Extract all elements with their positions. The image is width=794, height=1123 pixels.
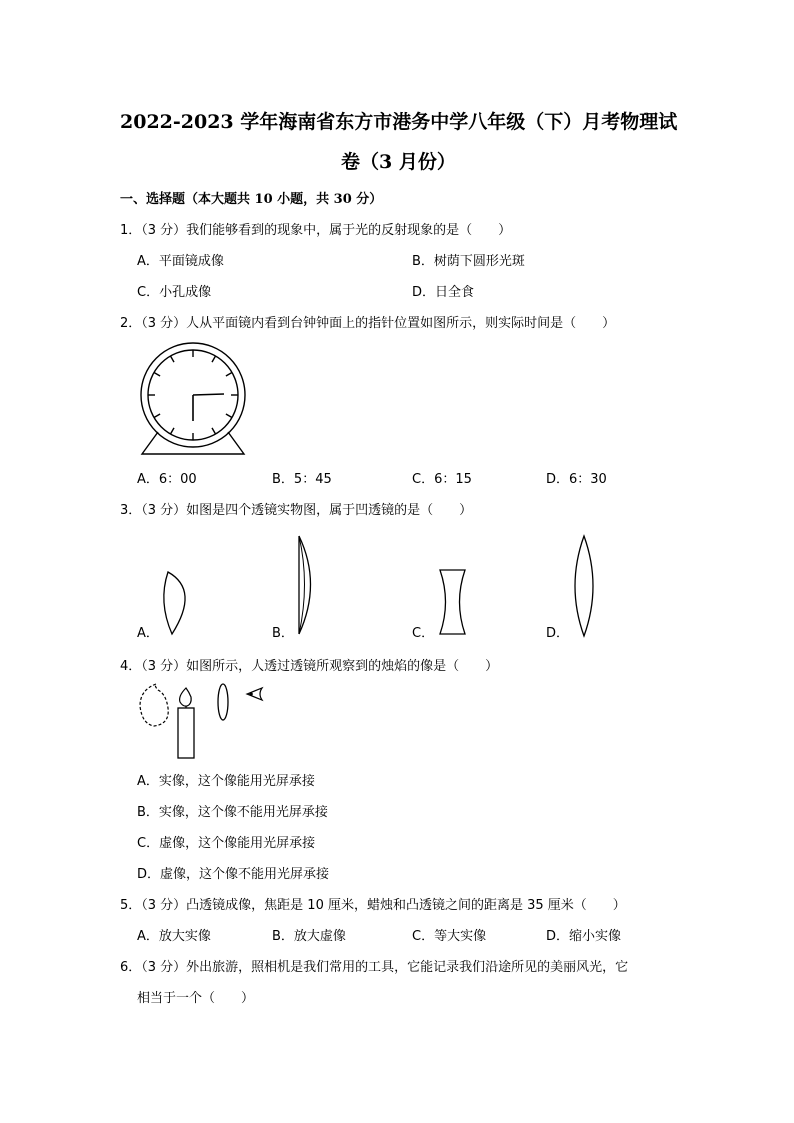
lens-d-biconvex — [572, 534, 596, 638]
question-5-stem: 5．（3 分）凸透镜成像，焦距是 10 厘米，蜡烛和凸透镜之间的距离是 35 厘米（ ） — [120, 898, 626, 913]
clock-tick — [154, 373, 160, 377]
clock-tick — [212, 356, 216, 362]
candle-lens-figure — [134, 680, 274, 762]
lens-c-biconcave — [438, 568, 468, 636]
candle-body — [178, 708, 194, 758]
question-1-option-b: B．树荫下圆形光斑 — [412, 254, 525, 269]
candle-flame — [180, 688, 192, 706]
question-3-option-b: B． — [272, 626, 294, 641]
lens-b-plano-convex — [294, 534, 318, 636]
mirror-clock-figure — [136, 340, 252, 458]
lens-a-plano-convex — [160, 568, 194, 638]
clock-hand-minute — [193, 394, 224, 395]
convex-lens — [218, 684, 228, 720]
question-2-option-a: A．6：00 — [137, 472, 197, 487]
question-5-option-d: D．缩小实像 — [546, 929, 622, 944]
question-3-option-a: A． — [137, 626, 159, 641]
question-5-option-a: A．放大实像 — [137, 929, 211, 944]
question-2-option-c: C．6：15 — [412, 472, 472, 487]
question-4-stem: 4．（3 分）如图所示，人透过透镜所观察到的烛焰的像是（ ） — [120, 659, 499, 674]
question-2-stem: 2．（3 分）人从平面镜内看到台钟钟面上的指针位置如图所示，则实际时间是（ ） — [120, 316, 616, 331]
question-6-stem-line1: 6．（3 分）外出旅游，照相机是我们常用的工具，它能记录我们沿途所见的美丽风光，它 — [120, 960, 629, 975]
question-1-option-c: C．小孔成像 — [137, 285, 212, 300]
question-3-option-c: C． — [412, 626, 435, 641]
question-4-option-a: A．实像，这个像能用光屏承接 — [137, 774, 315, 789]
virtual-image-flame — [140, 684, 168, 726]
question-3-stem: 3．（3 分）如图是四个透镜实物图，属于凹透镜的是（ ） — [120, 503, 473, 518]
question-2-option-b: B．5：45 — [272, 472, 332, 487]
question-5-option-b: B．放大虚像 — [272, 929, 346, 944]
clock-tick — [154, 414, 160, 418]
clock-tick — [171, 428, 175, 434]
question-4-option-c: C．虚像，这个像能用光屏承接 — [137, 836, 316, 851]
question-2-option-d: D．6：30 — [546, 472, 607, 487]
page-title-line2: 卷（3 月份） — [341, 151, 456, 173]
section-heading: 一、选择题（本大题共 10 小题，共 30 分） — [120, 192, 383, 207]
clock-tick — [226, 373, 232, 377]
clock-tick — [226, 414, 232, 418]
question-4-option-b: B．实像，这个像不能用光屏承接 — [137, 805, 328, 820]
question-1-stem: 1．（3 分）我们能够看到的现象中，属于光的反射现象的是（ ） — [120, 223, 512, 238]
question-3-option-d: D． — [546, 626, 570, 641]
question-1-option-a: A．平面镜成像 — [137, 254, 224, 269]
question-5-option-c: C．等大实像 — [412, 929, 487, 944]
page-title-line1: 2022-2023 学年海南省东方市港务中学八年级（下）月考物理试 — [120, 111, 678, 133]
question-6-stem-line2: 相当于一个（ ） — [137, 991, 255, 1006]
clock-tick — [212, 428, 216, 434]
question-4-option-d: D．虚像，这个像不能用光屏承接 — [137, 867, 330, 882]
question-1-option-d: D．日全食 — [412, 285, 475, 300]
clock-tick — [171, 356, 175, 362]
